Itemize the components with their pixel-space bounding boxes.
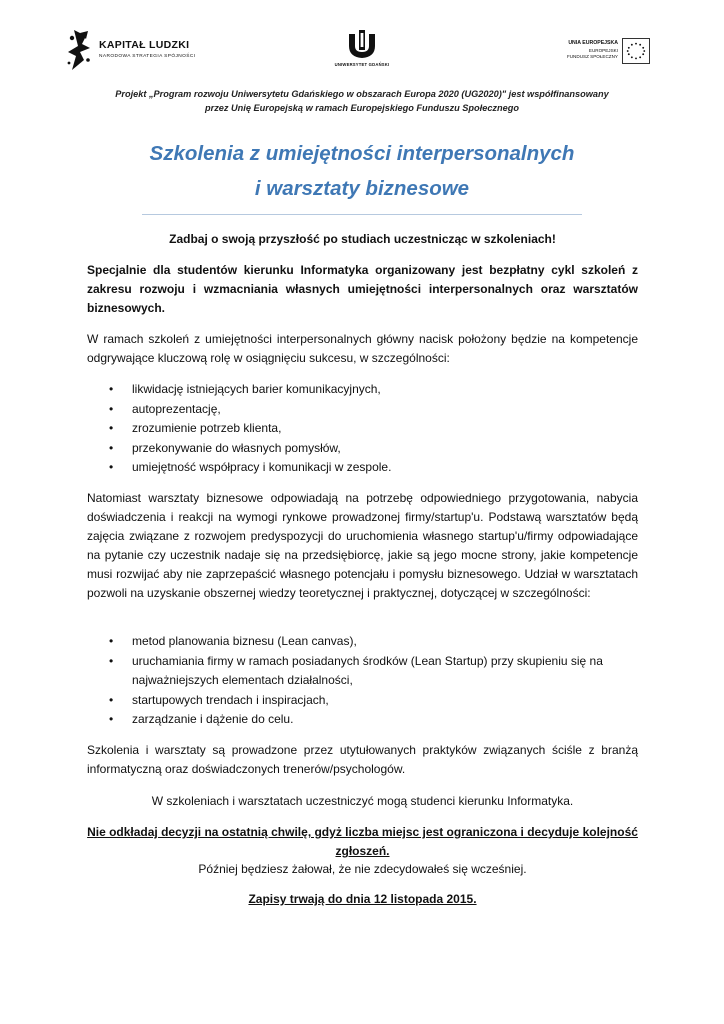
regret-line: Później będziesz żałował, że nie zdecydowałeś się wcześniej. — [198, 862, 527, 876]
list-item — [87, 652, 638, 691]
list-item-text: metod planowania biznesu (Lean canvas), — [132, 634, 357, 648]
list-item-text: startupowych trendach i inspiracjach, — [132, 692, 329, 707]
bullet: • — [109, 382, 114, 396]
eu-name: UNIA EUROPEJSKA — [568, 40, 618, 46]
list-item — [87, 710, 638, 730]
tagline: Zadbaj o swoją przyszłość po studiach uczestnicząc w szkoleniach! — [169, 232, 556, 246]
project-funding-line-1: Projekt „Program rozwoju Uniwersytetu Gdańskiego w obszarach Europa 2020 (UG2020)" jest współfinansowany — [115, 89, 609, 99]
ug-name: UNIWERSYTET GDAŃSKI — [334, 62, 390, 67]
list-item — [87, 419, 638, 439]
eu-fund-name — [567, 48, 618, 60]
warning-paragraph: Nie odkładaj decyzji na ostatnią chwilę, gdyż liczba miejsc jest ograniczona i decyduje kolejność zgłoszeń. — [87, 825, 638, 858]
workshop-intro-paragraph: Natomiast warsztaty biznesowe odpowiadają na potrzebę odpowiedniego przygotowania, nabycia doświadczenia i reakcji na wymogi rynkowe prowadzonej firmy/startup'u. Podstawą warsztatów będą zajęcia związane z rozwojem predyspozycji do uruchomienia własnego startup'u/firmy odpowiadające na pytanie czy uczestnik nadaje się na przedsiębiorcę, jakie są jego mocne strony, jakie kompetencje musi rozwijać aby nie zaprzepaścić własnego potencjału i pomysłu biznesowego. Udział w warsztatach pozwoli na uzyskanie obszernej wiedzy teoretycznej i praktycznej, dotyczącej w szczególności: — [87, 491, 638, 600]
list-item-text: autoprezentację, — [132, 401, 221, 416]
bullet: • — [109, 653, 114, 668]
bullet: • — [109, 460, 114, 474]
eu-fund-line2: FUNDUSZ SPOŁECZNY — [566, 54, 618, 59]
deadline-line: Zapisy trwają do dnia 12 listopada 2015. — [248, 892, 477, 906]
bullet: • — [109, 401, 114, 416]
list-item — [87, 632, 638, 652]
ug-logo — [332, 30, 392, 74]
list-item-text: zrozumienie potrzeb klienta, — [132, 421, 282, 435]
kapital-ludzki-logo — [66, 30, 206, 70]
bullet: • — [109, 421, 114, 435]
bullet: • — [109, 440, 114, 455]
list-item — [87, 458, 638, 478]
kapital-ludzki-title: KAPITAŁ LUDZKI — [99, 39, 190, 51]
bullet: • — [109, 712, 114, 726]
training-intro-paragraph: W ramach szkoleń z umiejętności interpersonalnych główny nacisk położony będzie na kompetencje odgrywające kluczową rolę w osiągnięciu sukcesu, w szczególności: — [87, 332, 638, 365]
intro-paragraph: Specjalnie dla studentów kierunku Informatyka organizowany jest bezpłatny cykl szkoleń z zakresu rozwoju i wzmacniania własnych umiejętności interpersonalnych oraz warsztatów biznesowych. — [87, 263, 638, 315]
title-divider — [142, 214, 582, 215]
kapital-ludzki-subtitle: NARODOWA STRATEGIA SPÓJNOŚCI — [99, 54, 196, 59]
eu-fund-line1: EUROPEJSKI — [588, 48, 618, 53]
list-item-text: uruchamiania firmy w ramach posiadanych środków (Lean Startup) przy skupieniu się na najważniejszych elementach działalności, — [132, 653, 603, 687]
page-title-line-2: i warsztaty biznesowe — [254, 177, 470, 200]
training-skills-list — [87, 380, 638, 478]
eu-logo — [538, 38, 650, 68]
ug-emblem-icon — [345, 30, 379, 60]
trainers-paragraph: Szkolenia i warsztaty są prowadzone przez utytułowanych praktyków związanych ściśle z branżą informatyczną oraz doświadczonych trenerów/psychologów. — [87, 743, 638, 776]
bullet: • — [109, 692, 114, 707]
list-item-text: likwidację istniejących barier komunikacyjnych, — [132, 382, 381, 396]
list-item — [87, 691, 638, 711]
list-item — [87, 380, 638, 400]
workshop-topics-list — [87, 632, 638, 730]
list-item-text: umiejętność współpracy i komunikacji w zespole. — [132, 460, 392, 474]
list-item — [87, 439, 638, 459]
list-item-text: zarządzanie i dążenie do celu. — [132, 712, 294, 726]
bullet: • — [109, 634, 114, 648]
kapital-ludzki-emblem-icon — [66, 30, 94, 70]
page-title-line-1: Szkolenia z umiejętności interpersonalnych — [149, 142, 575, 165]
list-item — [87, 400, 638, 420]
participants-paragraph: W szkoleniach i warsztatach uczestniczyć mogą studenci kierunku Informatyka. — [151, 794, 574, 808]
eu-flag-icon — [622, 38, 650, 64]
list-item-text: przekonywanie do własnych pomysłów, — [132, 440, 341, 455]
project-funding-line-2: przez Unię Europejską w ramach Europejskiego Funduszu Społecznego — [205, 103, 519, 113]
